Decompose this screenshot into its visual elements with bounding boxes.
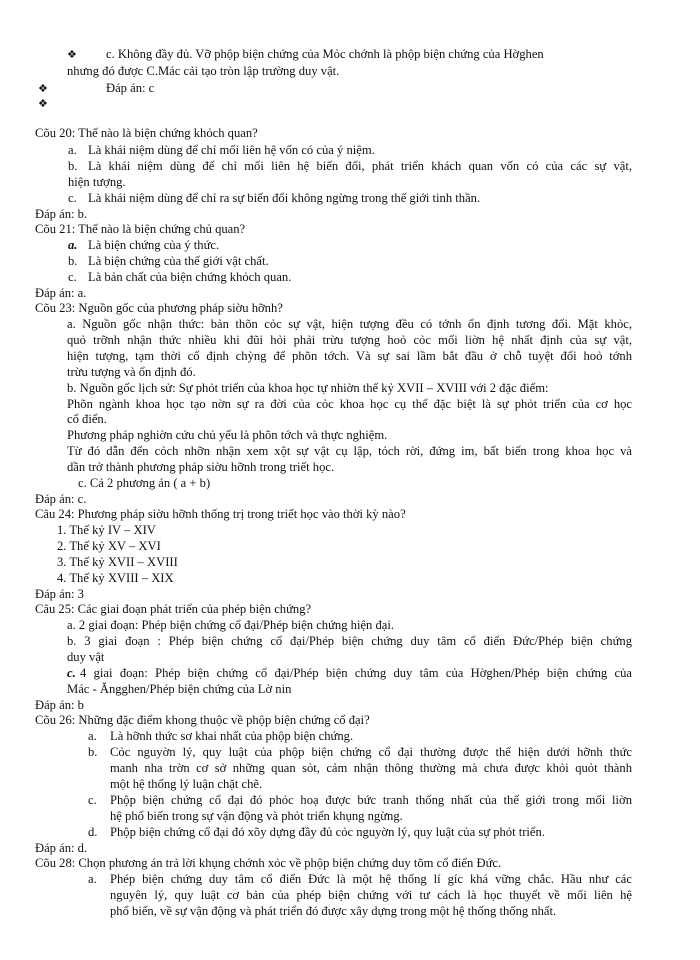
diamond-bullet-icon: ❖ <box>38 97 48 110</box>
q26-answer: Đáp án: d. <box>35 841 88 855</box>
q20-answer: Đáp án: b. <box>35 207 88 221</box>
q24-option-3: 3. Thế kỷ XVII – XVIII <box>57 555 178 569</box>
q24-answer: Đáp án: 3 <box>35 587 84 601</box>
q20-option-a: Là khái niệm dùng để chỉ mối liên hệ vốn có của ý niệm. <box>88 143 375 157</box>
q26-option-b-line2: manh nha trờn cơ sở những quan sỏt, cảm nhận thông thường mà chưa được khỏi quỏt thành <box>110 761 632 775</box>
q21-b-marker: b. <box>68 254 78 268</box>
q24-option-2: 2. Thế kỷ XV – XVI <box>57 539 161 553</box>
q28-option-a-line3: phổ biến, về sự vận động và phát triển đó được xây dựng trong một hệ thống thống nhất. <box>110 904 557 918</box>
q25-option-c-line1: 4 giai đoạn: Phép biện chứng cổ đại/Phép biện chứng duy tâm của Hờghen/Phép biện chứng của <box>80 666 632 680</box>
q25-answer: Đáp án: b <box>35 698 84 712</box>
q25-title: Câu 25: Các giai đoạn phát triển của phép biện chứng? <box>35 602 312 616</box>
q26-option-a: Là hỡnh thức sơ khai nhất của phộp biện chứng. <box>110 729 354 743</box>
q26-option-b-line1: Cỏc nguyờn lý, quy luật của phộp biện chứng cổ đại thường được thể hiện dưới hỡnh thức <box>110 745 632 759</box>
q26-b-marker: b. <box>88 745 98 759</box>
q26-option-b-line3: một hệ thống lý luận chặt chẽ. <box>110 777 263 791</box>
q23-b-line3: cổ điển. <box>67 412 107 426</box>
q21-c-marker: c. <box>68 270 77 284</box>
q21-title: Cõu 21: Thế nào là biện chứng chủ quan? <box>35 222 246 236</box>
q26-c-marker: c. <box>88 793 97 807</box>
q20-option-b-line1: Là khái niệm dùng để chỉ mối liên hệ biến đổi, phát triển khách quan vốn có của các sự vật, <box>88 159 632 173</box>
q23-a-line2: quỏ trỡnh nhận thức nhiều khi đũi hỏi phải trừu tượng hoỏ cỏc mối liờn hệ nhất định của sự vật, <box>67 333 632 347</box>
q23-b-line4: Phương pháp nghiờn cứu chủ yếu là phõn tớch và thực nghiệm. <box>67 428 388 442</box>
q23-a-line1: a. Nguồn gốc nhận thức: bản thõn cỏc sự vật, hiện tượng đều có tớnh ổn định tương đối. Mặt khỏc, <box>67 317 632 331</box>
q28-option-a-line2: nguyên lý, quy luật cơ bản của phép biện chứng với tư cách là học thuyết về mối liên hệ <box>110 888 632 902</box>
q25-c-marker: c. <box>67 666 76 680</box>
q21-option-a: Là biện chứng của ý thức. <box>88 238 220 252</box>
q21-option-b: Là biện chứng của thế giới vật chất. <box>88 254 269 268</box>
q26-option-d: Phộp biện chứng cổ đại đó xõy dựng đầy đủ cỏc nguyờn lý, quy luật của sự phỏt triển. <box>110 825 545 839</box>
q23-a-line4: trừu tượng và ổn định đó. <box>67 365 196 379</box>
q25-option-b-line2: duy vật <box>67 650 105 664</box>
q28-title: Cõu 28: Chọn phương án trả lời khụng chớnh xỏc về phộp biện chứng duy tõm cổ điển Đức. <box>35 856 502 870</box>
q23-option-c: c. Cả 2 phương án ( a + b) <box>78 476 211 490</box>
q26-d-marker: d. <box>88 825 98 839</box>
q23-title: Cõu 23: Nguồn gốc của phương pháp siờu hỡnh? <box>35 301 283 315</box>
q25-option-c-line2: Mác - Ăngghen/Phép biện chứng của Lờ nin <box>67 682 292 696</box>
q23-b-line5: Từ đó dẫn đến cỏch nhỡn nhận xem xột sự vật cụ lập, tỏch rời, đứng im, bất biến trong khoa học và <box>67 444 632 458</box>
intro-line-2: nhưng đó được C.Mác cải tạo tròn lập trường duy vật. <box>67 64 340 78</box>
q26-option-c-line1: Phộp biện chứng cổ đại đó phỏc hoạ được bức tranh thống nhất của thế giới trong mối liờn <box>110 793 632 807</box>
q25-option-b-line1: b. 3 giai đoạn : Phép biện chứng cổ đại/Phép biện chứng duy tâm cổ điển Đức/Phép biện chứng <box>67 634 632 648</box>
q23-b-line6: dần trở thành phương pháp siờu hỡnh trong triết học. <box>67 460 335 474</box>
q21-answer: Đáp án: a. <box>35 286 87 300</box>
q28-a-marker: a. <box>88 872 97 886</box>
intro-line-1: c. Không đầy đủ. Vỡ phộp biện chứng của Mỏc chớnh là phộp biện chứng của Hờghen <box>106 47 544 61</box>
q21-option-c: Là bản chất của biện chứng khỏch quan. <box>88 270 292 284</box>
q23-b-line2: Phõn ngành khoa học tạo nờn sự ra đời của cỏc khoa học cụ thể đặc biệt là sự phỏt triển của cơ học <box>67 397 632 411</box>
diamond-bullet-icon: ❖ <box>67 48 77 61</box>
q20-title: Cõu 20: Thế nào là biện chứng khỏch quan? <box>35 126 258 140</box>
q20-b-marker: b. <box>68 159 78 173</box>
q20-option-b-line2: hiện tượng. <box>68 175 126 189</box>
intro-answer: Đáp án: c <box>106 81 155 95</box>
q26-title: Cõu 26: Những đặc điểm khong thuộc về phộp biện chứng cổ đại? <box>35 713 370 727</box>
q21-a-marker: a. <box>68 238 78 252</box>
q20-option-c: Là khái niệm dùng để chỉ ra sự biến đổi không ngừng trong thế giới tinh thần. <box>88 191 481 205</box>
q25-option-a: a. 2 giai đoạn: Phép biện chứng cổ đại/Phép biện chứng hiện đại. <box>67 618 395 632</box>
q20-c-marker: c. <box>68 191 77 205</box>
q23-b-line1: b. Nguồn gốc lịch sử: Sự phỏt triển của khoa học tự nhiờn thế kỷ XVII – XVIII với 2 đặc điểm: <box>67 381 549 395</box>
q23-answer: Đáp án: c. <box>35 492 87 506</box>
diamond-bullet-icon: ❖ <box>38 82 48 95</box>
q20-a-marker: a. <box>68 143 77 157</box>
q26-option-c-line2: hệ phổ biến trong sự vận động và phỏt triển khụng ngừng. <box>110 809 403 823</box>
q24-title: Câu 24: Phương pháp siờu hỡnh thống trị trong triết học vào thời kỳ nào? <box>35 507 406 521</box>
q23-a-line3: hiện tượng, tạm thời cố định chỳng để phõn tớch. Và sự sai lầm bắt đầu ở chỗ tuyệt đối hoỏ tớnh <box>67 349 632 363</box>
q26-a-marker: a. <box>88 729 97 743</box>
q28-option-a-line1: Phép biện chứng duy tâm cổ điển Đức là một hệ thống lí gíc khá vững chắc. Hầu như các <box>110 872 632 886</box>
q24-option-4: 4. Thế kỷ XVIII – XIX <box>57 571 174 585</box>
q24-option-1: 1. Thế kỷ IV – XIV <box>57 523 156 537</box>
